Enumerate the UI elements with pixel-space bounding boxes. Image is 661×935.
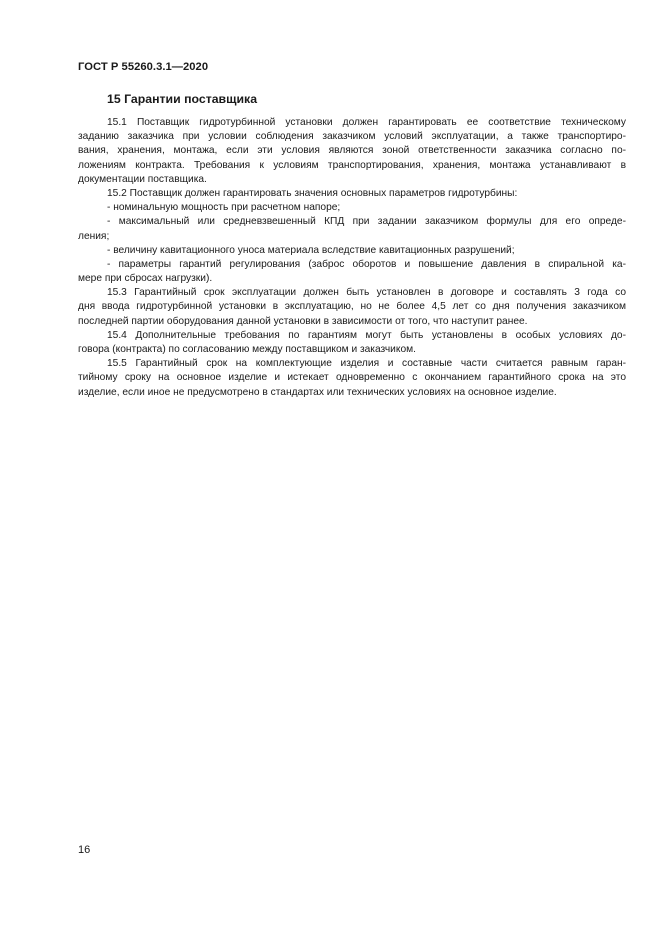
text-line: документации поставщика. — [78, 173, 207, 185]
text-line: 15.3 Гарантийный срок эксплуатации должен быть установлен в договоре и составлять 3 года со — [107, 287, 626, 299]
list-item: - параметры гарантий регулирования (заброс оборотов и повышение давления в спиральной ка- — [107, 258, 626, 270]
text-line: говора (контракта) по согласованию между поставщиком и заказчиком. — [78, 344, 416, 355]
text-line: вания, хранения, монтажа, если эти условия являются зоной ответственности заказчика согласно по- — [78, 145, 626, 157]
text-line: дня ввода гидротурбинной установки в эксплуатацию, но не более 4,5 лет со дня получения заказчиком — [78, 301, 626, 313]
list-item: - максимальный или средневзвешенный КПД при задании заказчиком формулы для его опреде- — [107, 216, 626, 228]
text-line: тийному сроку на основное изделие и истекает одновременно с окончанием гарантийного срока на это — [78, 372, 626, 384]
section-body — [78, 116, 626, 400]
text-line: изделие, если иное не предусмотрено в стандартах или технических условиях на основное изделие. — [78, 386, 557, 398]
text-line: ложениям контракта. Требования к условиям транспортирования, хранения, монтажа устанавливают в — [78, 159, 626, 171]
page-number: 16 — [78, 844, 91, 856]
text-line: мере при сбросах нагрузки). — [78, 273, 213, 285]
section-title: 15 Гарантии поставщика — [107, 92, 258, 106]
list-item: - номинальную мощность при расчетном напоре; — [107, 202, 341, 214]
list-item: - величину кавитационного уноса материала вследствие кавитационных разрушений; — [107, 244, 515, 256]
text-line: ления; — [78, 230, 110, 242]
text-line: 15.2 Поставщик должен гарантировать значения основных параметров гидротурбины: — [107, 187, 518, 199]
text-line: последней партии оборудования данной установки в зависимости от того, что наступит ранее. — [78, 315, 528, 327]
text-line: 15.5 Гарантийный срок на комплектующие изделия и составные части считается равным гаран- — [107, 358, 626, 370]
text-line: 15.1 Поставщик гидротурбинной установки должен гарантировать ее соответствие техническому — [107, 117, 626, 128]
text-line: заданию заказчика при условии соблюдения заказчиком условий эксплуатации, а также транспортиро- — [78, 131, 626, 143]
document-header: ГОСТ Р 55260.3.1—2020 — [78, 61, 209, 73]
text-line: 15.4 Дополнительные требования по гарантиям могут быть установлены в особых условиях до- — [107, 329, 626, 341]
